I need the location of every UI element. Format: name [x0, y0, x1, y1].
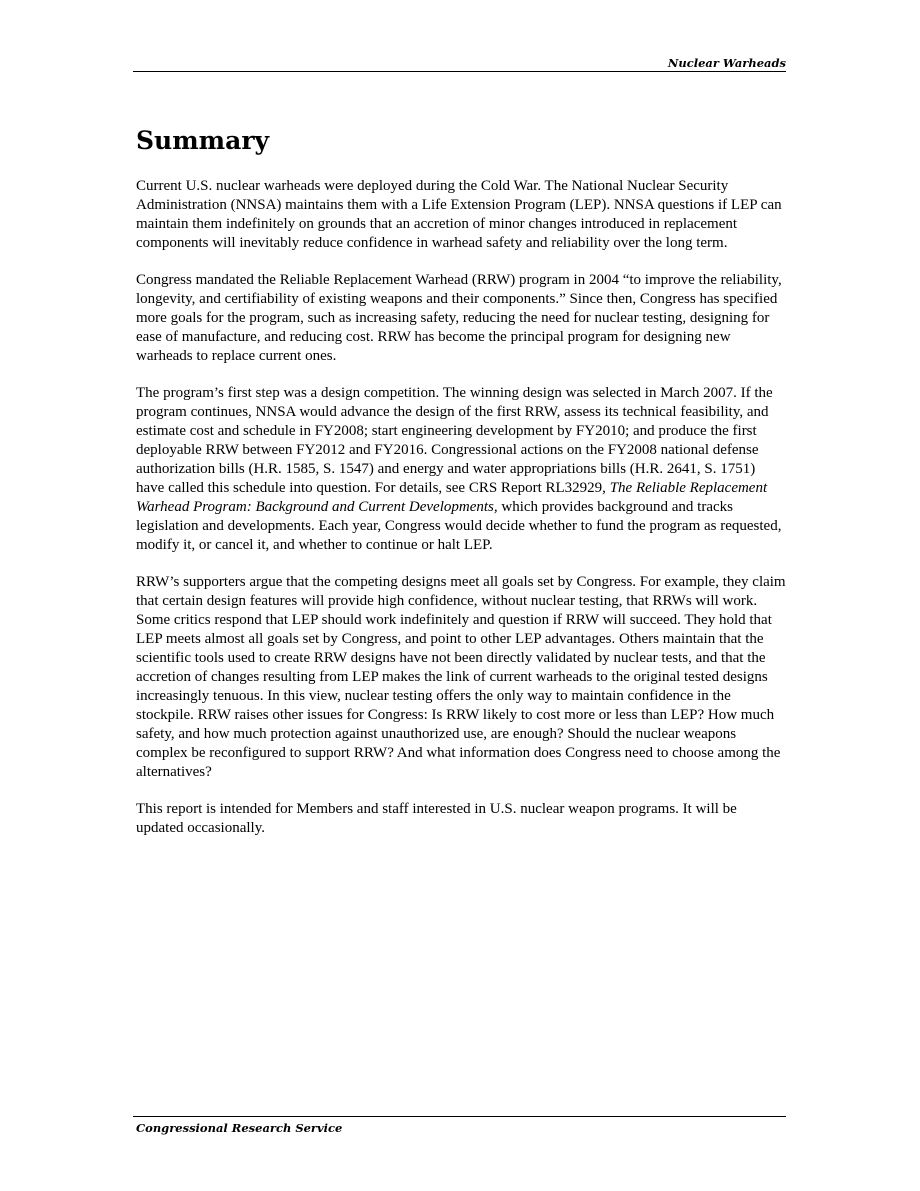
- paragraph-3-text-a: The program’s first step was a design competition. The winning design was selected in March 2007. If the program continues, NNSA would advance the design of the first RRW, assess its technical feasibility, and estimate cost and schedule in FY2008; start engineering development by FY2010; and produce the first deployable RRW between FY2012 and FY2016. Congressional actions on the FY2008 national defense authorization bills (H.R. 1585, S. 1547) and energy and water appropriations bills (H.R. 2641, S. 1751) have called this schedule into question. For details, see CRS Report RL32929,: [136, 385, 773, 496]
- report-title-citation: The Reliable Replacement Warhead Program: Background and Current Developments,: [136, 480, 768, 515]
- running-footer: Congressional Research Service: [136, 1121, 343, 1135]
- page-title: Summary: [136, 126, 270, 155]
- header-rule: [133, 71, 786, 72]
- paragraph-1: Current U.S. nuclear warheads were deployed during the Cold War. The National Nuclear Security Administration (NNSA) maintains them with a Life Extension Program (LEP). NNSA questions if LEP can maintain them indefinitely on grounds that an accretion of minor changes introduced in replacement components will inevitably reduce confidence in warhead safety and reliability over the long term.: [136, 178, 782, 251]
- paragraph-2: Congress mandated the Reliable Replacement Warhead (RRW) program in 2004 “to improve the reliability, longevity, and certifiability of existing weapons and their components.” Since then, Congress has specified more goals for the program, such as increasing safety, reducing the need for nuclear testing, designing for ease of manufacture, and reducing cost. RRW has become the principal program for designing new warheads to replace current ones.: [136, 272, 782, 364]
- footer-rule: [133, 1116, 786, 1117]
- paragraph-3-text-b: which provides background and tracks legislation and developments. Each year, Congress would decide whether to fund the program as requested, modify it, or cancel it, and whether to continue or halt LEP.: [136, 499, 782, 553]
- paragraph-3: [136, 384, 786, 555]
- running-header: Nuclear Warheads: [667, 56, 786, 70]
- paragraph-4: RRW’s supporters argue that the competing designs meet all goals set by Congress. For example, they claim that certain design features will provide high confidence, without nuclear testing, that RRWs will work. Some critics respond that LEP should work indefinitely and question if RRW will succeed. They hold that LEP meets almost all goals set by Congress, and point to other LEP advantages. Others maintain that the scientific tools used to create RRW designs have not been directly validated by nuclear tests, and that the accretion of changes resulting from LEP makes the link of current warheads to the original tested designs increasingly tenuous. In this view, nuclear testing offers the only way to maintain confidence in the stockpile. RRW raises other issues for Congress: Is RRW likely to cost more or less than LEP? How much safety, and how much protection against unauthorized use, are enough? Should the nuclear weapons complex be reconfigured to support RRW? And what information does Congress need to choose among the alternatives?: [136, 574, 786, 780]
- summary-body: [136, 177, 786, 856]
- paragraph-5: This report is intended for Members and staff interested in U.S. nuclear weapon programs. It will be updated occasionally.: [136, 801, 737, 836]
